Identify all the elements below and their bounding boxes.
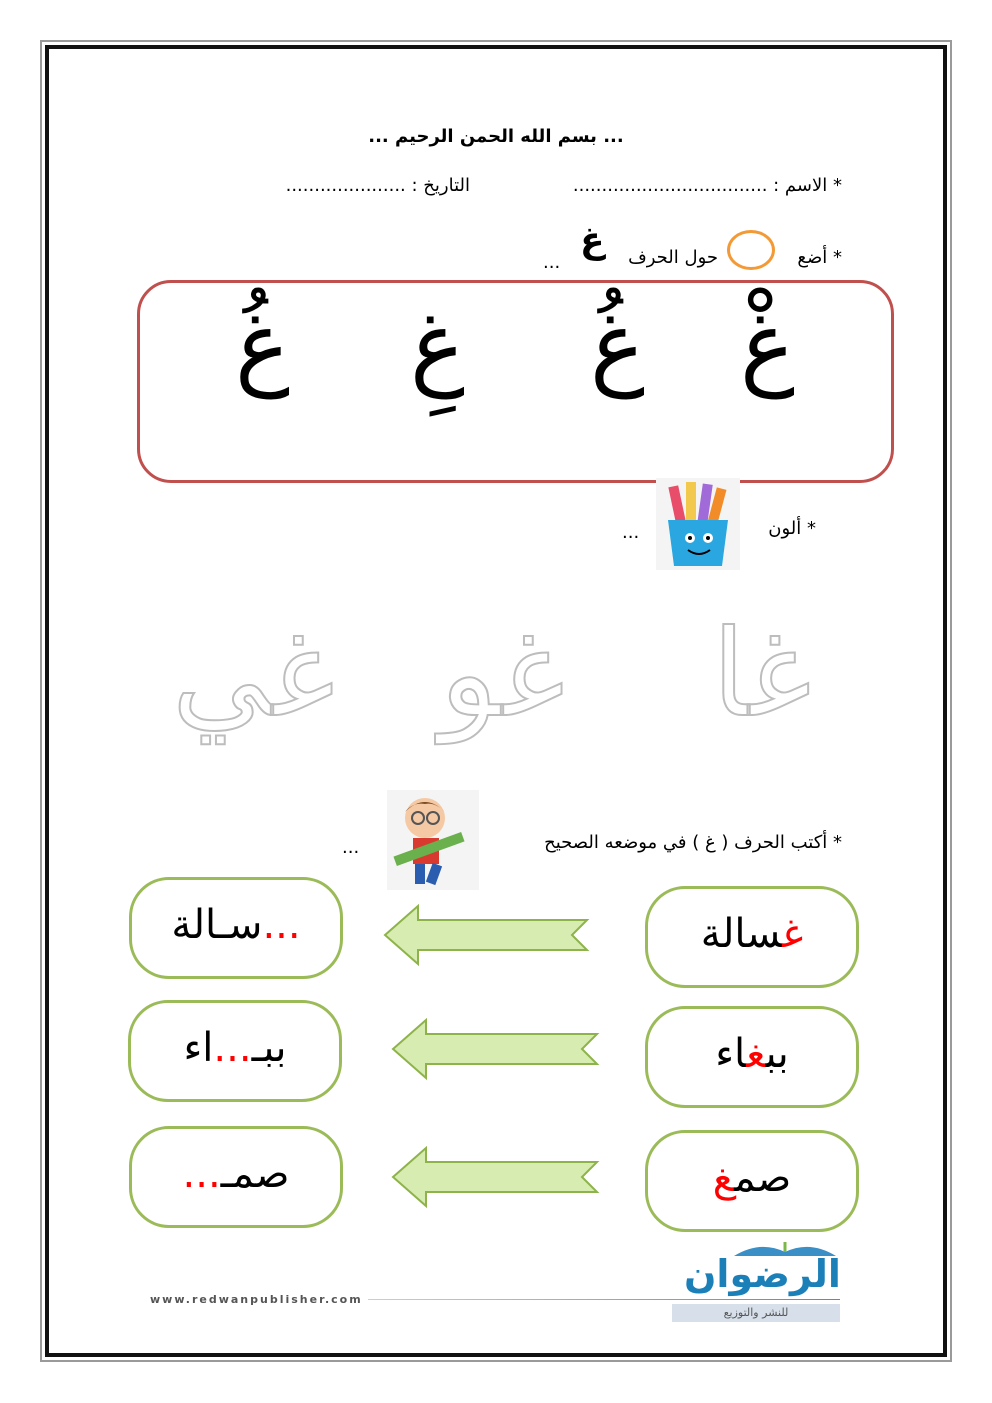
publisher-logo-subtitle: للنشر والتوزيع: [672, 1304, 840, 1322]
trace-syllable[interactable]: غا: [712, 605, 812, 744]
letter-item[interactable]: غْ: [740, 292, 795, 399]
blank-word-box[interactable]: [129, 877, 343, 979]
task2-label: * ألون: [768, 518, 816, 539]
task1-middle: حول الحرف: [628, 247, 718, 268]
letter-item[interactable]: غُ: [590, 292, 645, 399]
blank-word: صمـ...: [182, 1151, 290, 1197]
answer-word: صمغ: [712, 1155, 792, 1201]
trace-syllable[interactable]: غي: [172, 605, 335, 744]
name-field-line: * الاسم : ..................................: [572, 175, 842, 196]
left-arrow-icon: [390, 1018, 600, 1080]
blank-word-box[interactable]: [128, 1000, 342, 1102]
blank-word-box[interactable]: [129, 1126, 343, 1228]
colored-pencils-cup-icon: [652, 474, 744, 574]
date-field-line: التاريخ : .....................: [285, 175, 470, 196]
task1-prefix: * أضع: [797, 247, 842, 268]
answer-word: غسالة: [700, 911, 804, 957]
left-arrow-icon: [390, 1146, 600, 1208]
task1-suffix: ...: [543, 252, 561, 273]
task2-suffix: ...: [622, 522, 640, 543]
letter-item[interactable]: غُ: [235, 292, 290, 399]
answer-word-box: [645, 886, 859, 988]
task3-suffix: ...: [342, 837, 360, 858]
letter-item[interactable]: غِ: [410, 292, 465, 399]
task3-label: * أكتب الحرف ( غ ) في موضعه الصحيح: [544, 832, 842, 853]
blank-word: ...سـالة: [171, 902, 301, 948]
blank-word: ببـ...اء: [183, 1025, 287, 1071]
orange-circle-icon: [727, 230, 775, 270]
answer-word-box: [645, 1006, 859, 1108]
trace-syllable[interactable]: غو: [440, 605, 565, 744]
answer-word-box: [645, 1130, 859, 1232]
answer-word: ببغاء: [715, 1031, 789, 1077]
boy-with-pencil-icon: [385, 788, 481, 892]
task1-letter: غ: [580, 220, 605, 261]
footer-divider: [368, 1299, 840, 1300]
publisher-logo: الرضوان: [684, 1252, 841, 1296]
publisher-url: www.redwanpublisher.com: [150, 1293, 363, 1306]
basmala-heading: ... بسم الله الحمن الرحيم ...: [368, 126, 624, 147]
left-arrow-icon: [382, 904, 590, 966]
